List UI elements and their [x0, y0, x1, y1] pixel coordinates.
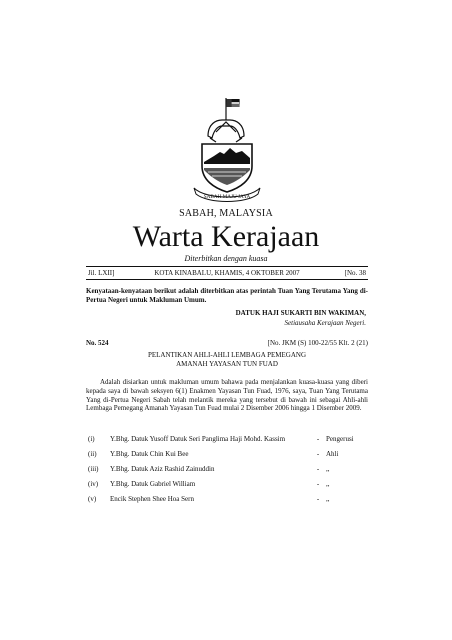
masthead-line [88, 268, 366, 279]
notice-number: No. 524 [86, 339, 109, 347]
issue-number-label: [No. 38 [344, 269, 366, 277]
file-reference: [No. JKM (S) 100-22/55 Klt. 2 (21) [267, 339, 368, 347]
appointee-dash: - [316, 435, 320, 443]
appointee-dash: - [316, 495, 320, 503]
crest-motto-text: SABAH MAJU JAYA [203, 194, 251, 200]
state-name: SABAH, MALAYSIA [179, 208, 273, 219]
appointee-role: ,, [326, 465, 330, 473]
appointee-index: (iv) [88, 480, 99, 488]
appointee-index: (iii) [88, 465, 99, 473]
notice-heading-line-1: PELANTIKAN AHLI-AHLI LEMBAGA PEMEGANG [147, 351, 307, 359]
appointee-index: (i) [88, 435, 95, 443]
appointee-name: Y.Bhg. Datuk Yusoff Datuk Seri Panglima Haji Mohd. Kassim [110, 435, 286, 443]
appointee-name: Encik Stephen Shee Hoa Sern [110, 495, 194, 503]
notice-heading-line-2: AMANAH YAYASAN TUN FUAD [176, 360, 278, 368]
list-item [86, 432, 376, 447]
appointee-index: (v) [88, 495, 97, 503]
appointee-role: Pengerusi [326, 435, 354, 443]
publication-notice: Kenyataan-kenyataan berikut adalah diterbitkan atas perintah Tuan Yang Terutama Yang di-Pertua Negeri untuk Makluman Umum. [86, 287, 368, 304]
appointee-name: Y.Bhg. Datuk Aziz Rashid Zainuddin [110, 465, 215, 473]
appointee-index: (ii) [88, 450, 97, 458]
masthead-top-rule [86, 266, 368, 267]
list-item [86, 477, 376, 492]
list-item [86, 447, 376, 462]
appointee-name: Y.Bhg. Datuk Gabriel William [110, 480, 196, 488]
gazette-title: Warta Kerajaan [132, 220, 320, 253]
signatory-position: Setiausaha Kerajaan Negeri. [284, 319, 366, 327]
volume-label: Jil. LXII] [88, 269, 115, 277]
place-date-label: KOTA KINABALU, KHAMIS, 4 OKTOBER 2007 [154, 269, 300, 277]
signatory-name: DATUK HAJI SUKARTI BIN WAKIMAN, [235, 309, 366, 317]
masthead-bottom-rule [86, 279, 368, 280]
appointee-dash: - [316, 480, 320, 488]
appointee-name: Y.Bhg. Datuk Chin Kui Bee [110, 450, 189, 458]
signature-block [166, 308, 366, 328]
appointee-role: ,, [326, 480, 330, 488]
list-item [86, 492, 376, 507]
appointee-role: ,, [326, 495, 330, 503]
appointee-list [86, 432, 376, 507]
notice-heading [86, 351, 368, 369]
appointee-dash: - [316, 465, 320, 473]
gazette-subtitle: Diterbitkan dengan kuasa [184, 254, 268, 263]
sabah-coat-of-arms-emblem [186, 96, 268, 204]
list-item [86, 462, 376, 477]
appointee-role: Ahli [326, 450, 339, 458]
notice-body: Adalah disiarkan untuk makluman umum bahawa pada menjalankan kuasa-kuasa yang diberi kepada saya di bawah seksyen 6(1) Enakmen Yayasan Tun Fuad, 1976, saya, Tuan Yang Terutama Yang di-Pertua Negeri Sabah telah melantik mereka yang tersebut di bawah ini sebagai Ahli-ahli Lembaga Pemegang Amanah Yayasan Tun Fuad mulai 2 Disember 2006 hingga 1 Disember 2009. [86, 378, 368, 413]
appointee-dash: - [316, 450, 320, 458]
notice-reference-row [86, 338, 368, 348]
